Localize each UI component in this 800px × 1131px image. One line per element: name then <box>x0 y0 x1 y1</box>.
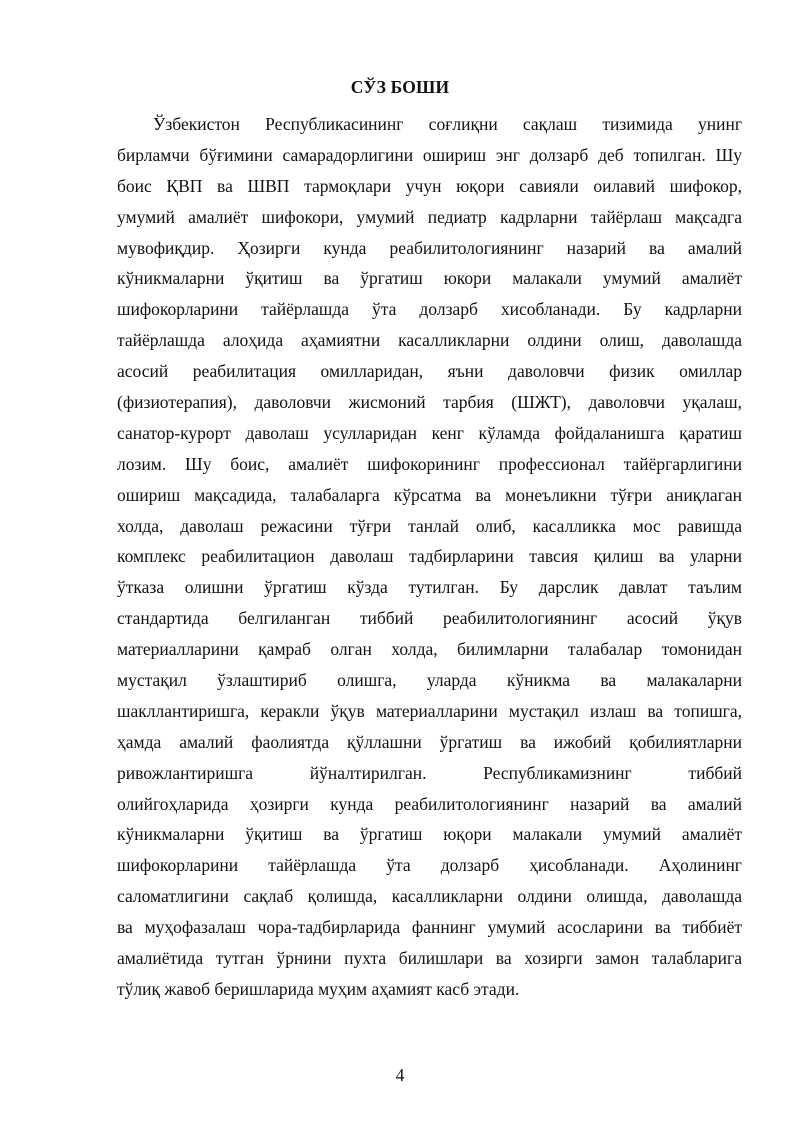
paragraph-line: мувофиқдир. Ҳозирги кунда реабилитологиянинг назарий ва амалий <box>117 237 742 258</box>
paragraph-line: санатор-курорт даволаш усулларидан кенг кўламда фойдаланишга қаратиш <box>117 422 742 443</box>
paragraph-line: шифокорларини тайёрлашда ўта долзарб ҳисобланади. Аҳолининг <box>117 855 742 876</box>
paragraph-line: ривожлантиришга йўналтирилган. Республикамизнинг тиббий <box>117 762 742 783</box>
body-paragraph <box>117 109 742 1005</box>
paragraph-line: ошириш мақсадида, талабаларга кўрсатма ва монеъликни тўғри аниқлаган <box>117 484 742 505</box>
paragraph-line: кўникмаларни ўқитиш ва ўргатиш юқори малакали умумий амалиёт <box>117 824 742 845</box>
paragraph-line: асосий реабилитация омилларидан, яъни даволовчи физик омиллар <box>117 361 742 382</box>
paragraph-line: кўникмаларни ўқитиш ва ўргатиш юкори малакали умумий амалиёт <box>117 268 742 289</box>
paragraph-line: тўлиқ жавоб беришларида муҳим аҳамият касб этади. <box>117 978 520 999</box>
paragraph-line: олийгоҳларида ҳозирги кунда реабилитологиянинг назарий ва амалий <box>117 793 742 814</box>
paragraph-line: лозим. Шу боис, амалиёт шифокорининг профессионал тайёргарлигини <box>117 453 742 474</box>
paragraph-line: ҳамда амалий фаолиятда қўллашни ўргатиш ва ижобий қобилиятларни <box>117 731 742 752</box>
paragraph-line: ва муҳофазалаш чора-тадбирларида фаннинг умумий асосларини ва тиббиёт <box>117 917 742 938</box>
paragraph-line: умумий амалиёт шифокори, умумий педиатр кадрларни тайёрлаш мақсадга <box>117 206 742 227</box>
paragraph-line: бирламчи бўғимини самарадорлигини ошириш энг долзарб деб топилган. Шу <box>117 144 742 165</box>
paragraph-line: амалиётида тутган ўрнини пухта билишлари ва хозирги замон талабларига <box>117 948 742 969</box>
paragraph-line: боис ҚВП ва ШВП тармоқлари учун юқори савияли оилавий шифокор, <box>117 175 742 196</box>
paragraph-line: ўтказа олишни ўргатиш кўзда тутилган. Бу дарслик давлат таълим <box>117 577 742 598</box>
paragraph-line: стандартида белгиланган тиббий реабилитологиянинг асосий ўқув <box>117 608 742 629</box>
paragraph-line: тайёрлашда алоҳида аҳамиятни касалликларни олдини олиш, даволашда <box>117 330 742 351</box>
paragraph-line: шакллантиришга, керакли ўқув материалларини мустақил излаш ва топишга, <box>117 700 742 721</box>
paragraph-line: комплекс реабилитацион даволаш тадбирларини тавсия қилиш ва уларни <box>117 546 742 567</box>
page-number: 4 <box>395 1065 405 1085</box>
paragraph-line: Ўзбекистон Республикасининг соғлиқни сақлаш тизимида унинг <box>153 114 742 134</box>
paragraph-line: (физиотерапия), даволовчи жисмоний тарбия (ШЖТ), даволовчи уқалаш, <box>117 392 742 413</box>
paragraph-line: мустақил ўзлаштириб олишга, уларда кўникма ва малакаларни <box>117 670 742 691</box>
paragraph-line: материалларини қамраб олган холда, билимларни талабалар томонидан <box>117 639 742 660</box>
page-title: СЎЗ БОШИ <box>350 77 450 97</box>
paragraph-line: шифокорларини тайёрлашда ўта долзарб хисобланади. Бу кадрларни <box>117 299 742 320</box>
paragraph-line: саломатлигини сақлаб қолишда, касалликларни олдини олишда, даволашда <box>117 886 742 907</box>
paragraph-line: холда, даволаш режасини тўғри танлай олиб, касалликка мос равишда <box>117 515 742 536</box>
